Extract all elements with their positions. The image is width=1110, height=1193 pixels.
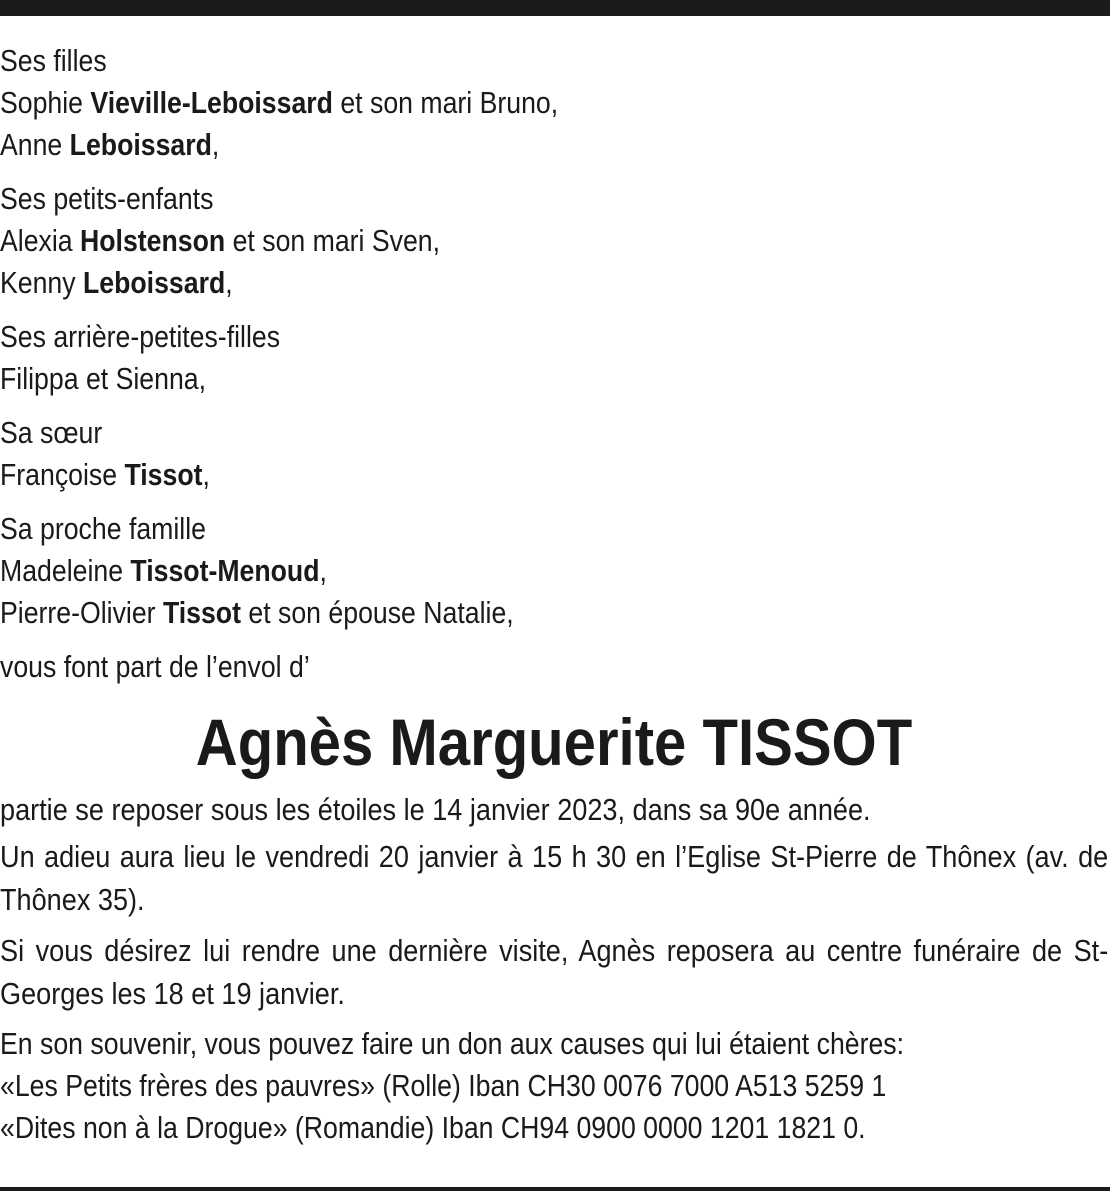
surname: Tissot [162, 595, 241, 630]
close-family-heading: Sa proche famille [0, 511, 206, 546]
great-granddaughters-group [0, 316, 1108, 400]
obituary-notice [0, 40, 1108, 1149]
grandchildren-group [0, 178, 1108, 304]
deceased-name: Agnès Marguerite TISSOT [195, 705, 913, 779]
surname: Tissot [124, 457, 203, 492]
farewell-paragraph: Un adieu aura lieu le vendredi 20 janvier à 15 h 30 en l’Eglise St-Pierre de Thônex (av. de Thônex 35). [0, 839, 1109, 917]
top-rule [0, 0, 1110, 16]
passing-paragraph: partie se reposer sous les étoiles le 14 janvier 2023, dans sa 90e année. [0, 792, 871, 827]
grandchildren-heading: Ses petits-enfants [0, 181, 214, 216]
great-granddaughters-heading: Ses arrière-petites-filles [0, 319, 281, 354]
daughters-group [0, 40, 1108, 166]
surname: Leboissard [83, 265, 226, 300]
surname: Leboissard [69, 127, 212, 162]
family-member-line: Sophie Vieville-Leboissard et son mari Bruno, [0, 85, 559, 120]
donation-paragraph [0, 1023, 1108, 1149]
family-member-line: Anne Leboissard, [0, 127, 220, 162]
surname: Tissot-Menoud [130, 553, 320, 588]
bottom-rule [0, 1187, 1110, 1191]
family-member-line: Pierre-Olivier Tissot et son épouse Natalie, [0, 595, 514, 630]
visit-paragraph: Si vous désirez lui rendre une dernière visite, Agnès reposera au centre funéraire de St-Georges les 18 et 19 janvier. [0, 933, 1109, 1011]
family-member-line: Filippa et Sienna, [0, 361, 207, 396]
sister-group [0, 412, 1108, 496]
family-member-line: Kenny Leboissard, [0, 265, 233, 300]
sister-heading: Sa sœur [0, 415, 103, 450]
surname: Holstenson [80, 223, 226, 258]
family-member-line: Françoise Tissot, [0, 457, 210, 492]
family-member-line: Madeleine Tissot-Menoud, [0, 553, 327, 588]
daughters-heading: Ses filles [0, 43, 107, 78]
donation-cause-1: «Les Petits frères des pauvres» (Rolle) Iban CH30 0076 7000 A513 5259 1 [0, 1068, 887, 1103]
announcement-line: vous font part de l’envol d’ [0, 649, 310, 684]
donation-intro: En son souvenir, vous pouvez faire un don aux causes qui lui étaient chères: [0, 1026, 905, 1061]
close-family-group [0, 508, 1108, 634]
surname: Vieville-Leboissard [90, 85, 333, 120]
family-member-line: Alexia Holstenson et son mari Sven, [0, 223, 441, 258]
donation-cause-2: «Dites non à la Drogue» (Romandie) Iban CH94 0900 0000 1201 1821 0. [0, 1110, 866, 1145]
